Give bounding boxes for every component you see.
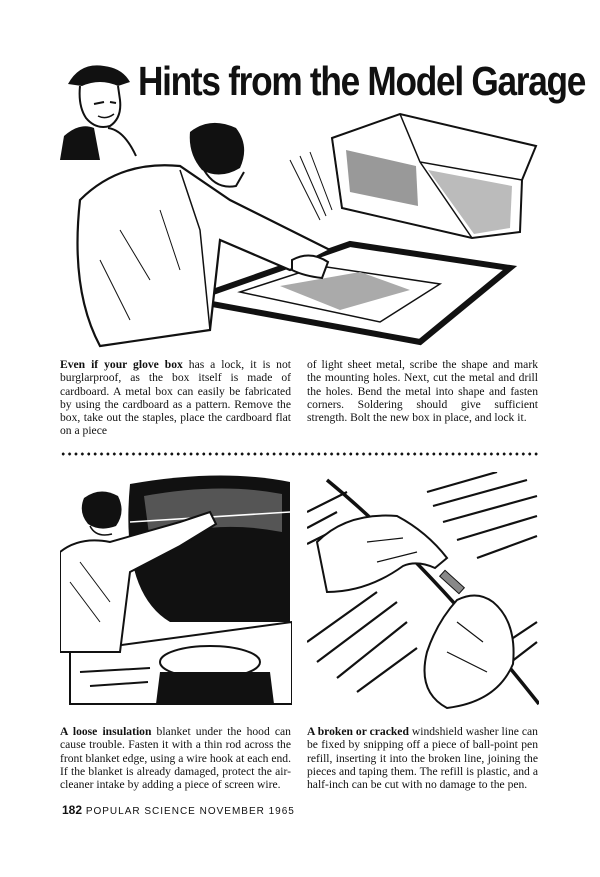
glove-box-text-col1: [60, 358, 291, 438]
glove-box-body-2: of light sheet metal, scribe the shape and mark the mounting holes. Next, cut the metal and drill the holes. Bend the metal into shape and fasten corners. Soldering should give sufficient strength. Bolt the new box in place, and lock it.: [307, 358, 538, 425]
insulation-body: blanket under the hood can cause trouble. Fasten it with a thin rod across the front blanket edge, using a wire hook at each end. If the blanket is already damaged, protect the air-cleaner intake by adding a piece of screen wire.: [60, 725, 291, 792]
glove-box-text-col2: [307, 358, 538, 424]
glove-box-lead: Even if your glove box: [60, 358, 183, 371]
insulation-text: [60, 725, 291, 791]
insulation-lead: A loose insulation: [60, 725, 152, 738]
dotted-divider: [60, 452, 538, 456]
page-number: 182: [62, 803, 83, 817]
page-footer: [62, 803, 295, 817]
hood-insulation-illustration: [60, 472, 292, 712]
washer-line-body: windshield washer line can be fixed by snipping off a piece of ball-point pen refill, inserting it into the broken line, joining the pieces and taping them. The refill is plastic, and a half-inch can be cut with no damage to the pen.: [307, 725, 538, 792]
washer-line-illustration: [307, 472, 539, 712]
glove-box-illustration: [60, 110, 540, 350]
washer-line-text: [307, 725, 538, 791]
page-title: Hints from the Model Garage: [138, 58, 586, 104]
publication-line: POPULAR SCIENCE NOVEMBER 1965: [85, 806, 295, 817]
glove-box-body-1: has a lock, it is not burglarproof, as the box itself is made of cardboard. A metal box can easily be fabricated by using the cardboard as a pattern. Remove the box, take out the staples, place the cardboard flat on a piece: [60, 358, 291, 438]
washer-line-lead: A broken or cracked: [307, 725, 409, 738]
